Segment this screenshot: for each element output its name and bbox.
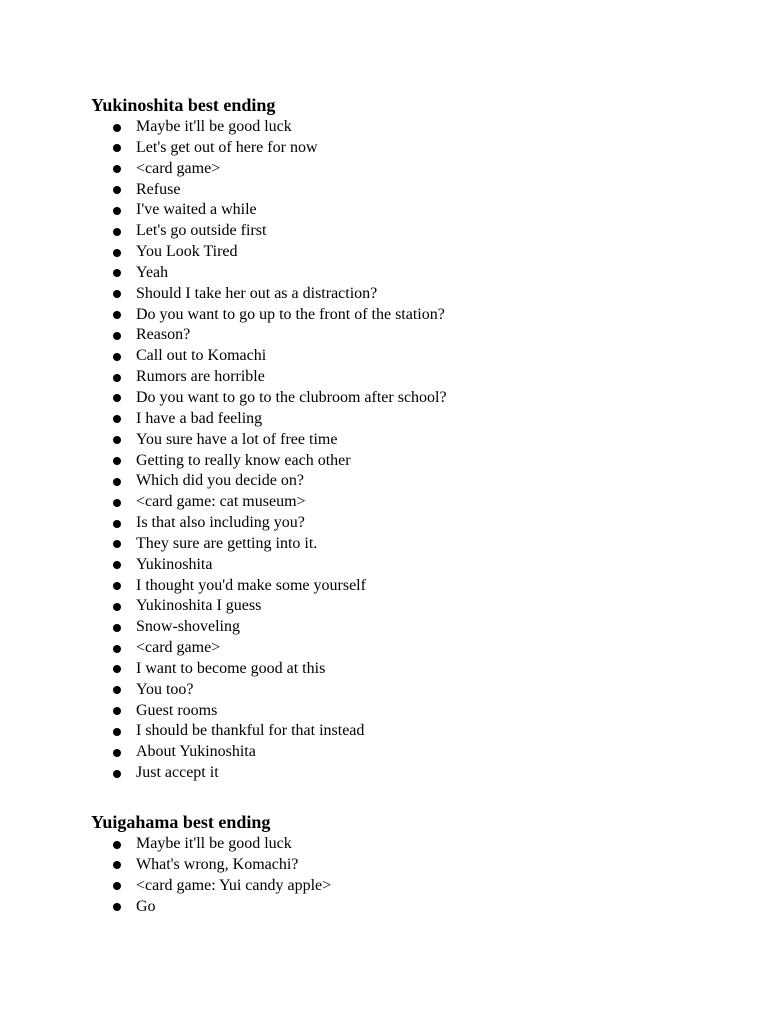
bullet-icon <box>113 144 121 152</box>
list-item <box>91 876 731 897</box>
bullet-icon <box>113 165 121 173</box>
section-yuigahama-best-ending <box>91 810 731 917</box>
list-item <box>91 763 731 784</box>
list-item <box>91 680 731 701</box>
list-item <box>91 721 731 742</box>
bullet-icon <box>113 561 121 569</box>
list-item-text: Maybe it'll be good luck <box>136 118 292 135</box>
list-item <box>91 117 731 138</box>
list-item-text: You sure have a lot of free time <box>136 430 338 448</box>
list-item <box>91 284 731 305</box>
list-item-text: Maybe it'll be good luck <box>136 835 292 852</box>
list-item-text: <card game: cat museum> <box>136 493 306 511</box>
bullet-icon <box>113 707 121 715</box>
list-item <box>91 897 731 918</box>
list-item <box>91 555 731 576</box>
bullet-icon <box>113 353 121 361</box>
bullet-icon <box>113 540 121 548</box>
bullet-icon <box>113 332 121 340</box>
bullet-icon <box>113 770 121 778</box>
list-item-text: Yukinoshita <box>136 555 213 573</box>
list-item-text: Go <box>136 897 156 915</box>
list-item-text: Snow-shoveling <box>136 618 240 636</box>
list-item-text: Reason? <box>136 326 191 344</box>
list-item-text: Just accept it <box>136 764 219 782</box>
list-item-text: <card game> <box>136 159 221 177</box>
bullet-icon <box>113 374 121 382</box>
bullet-icon <box>113 207 121 215</box>
list-item-text: <card game> <box>136 639 221 657</box>
list-item <box>91 221 731 242</box>
bullet-icon <box>113 665 121 673</box>
list-item-text: <card game: Yui candy apple> <box>136 876 332 894</box>
list-item <box>91 325 731 346</box>
list-item <box>91 617 731 638</box>
bullet-icon <box>113 394 121 402</box>
bullet-icon <box>113 478 121 486</box>
list-item <box>91 701 731 722</box>
list-item <box>91 430 731 451</box>
list-item-text: Guest rooms <box>136 701 218 719</box>
choice-list <box>91 117 731 784</box>
bullet-icon <box>113 861 121 869</box>
bullet-icon <box>113 903 121 911</box>
bullet-icon <box>113 603 121 611</box>
bullet-icon <box>113 228 121 236</box>
list-item-text: They sure are getting into it. <box>136 534 318 552</box>
list-item-text: What's wrong, Komachi? <box>136 855 299 873</box>
list-item <box>91 242 731 263</box>
list-item <box>91 346 731 367</box>
list-item-text: Rumors are horrible <box>136 368 265 386</box>
list-item <box>91 855 731 876</box>
list-item <box>91 138 731 159</box>
bullet-icon <box>113 415 121 423</box>
list-item <box>91 492 731 513</box>
list-item <box>91 409 731 430</box>
list-item <box>91 596 731 617</box>
bullet-icon <box>113 624 121 632</box>
list-item-text: Let's go outside first <box>136 222 267 240</box>
bullet-icon <box>113 882 121 890</box>
bullet-icon <box>113 311 121 319</box>
list-item-text: Do you want to go to the clubroom after school? <box>136 388 447 406</box>
list-item <box>91 451 731 472</box>
list-item-text: I want to become good at this <box>136 659 326 677</box>
section-heading: Yuigahama best ending <box>91 812 271 832</box>
bullet-icon <box>113 841 121 849</box>
list-item-text: Yukinoshita I guess <box>136 597 262 615</box>
list-item-text: Getting to really know each other <box>136 451 351 469</box>
list-item <box>91 638 731 659</box>
list-item <box>91 180 731 201</box>
list-item <box>91 576 731 597</box>
list-item-text: I thought you'd make some yourself <box>136 576 366 594</box>
list-item-text: Which did you decide on? <box>136 472 304 490</box>
list-item <box>91 742 731 763</box>
list-item <box>91 159 731 180</box>
bullet-icon <box>113 269 121 277</box>
bullet-icon <box>113 499 121 507</box>
list-item <box>91 388 731 409</box>
list-item <box>91 659 731 680</box>
list-item-text: I should be thankful for that instead <box>136 722 365 740</box>
bullet-icon <box>113 645 121 653</box>
list-item <box>91 305 731 326</box>
bullet-icon <box>113 124 121 132</box>
bullet-icon <box>113 686 121 694</box>
list-item-text: Let's get out of here for now <box>136 138 318 156</box>
bullet-icon <box>113 520 121 528</box>
list-item <box>91 367 731 388</box>
list-item-text: About Yukinoshita <box>136 743 256 761</box>
list-item <box>91 834 731 855</box>
bullet-icon <box>113 457 121 465</box>
bullet-icon <box>113 749 121 757</box>
bullet-icon <box>113 249 121 257</box>
list-item-text: Do you want to go up to the front of the station? <box>136 305 445 323</box>
section-yukinoshita-best-ending <box>91 93 731 784</box>
list-item <box>91 200 731 221</box>
list-item-text: Refuse <box>136 180 181 198</box>
list-item-text: Call out to Komachi <box>136 347 267 365</box>
list-item-text: I've waited a while <box>136 201 257 219</box>
bullet-icon <box>113 436 121 444</box>
list-item <box>91 471 731 492</box>
bullet-icon <box>113 582 121 590</box>
bullet-icon <box>113 728 121 736</box>
list-item-text: Should I take her out as a distraction? <box>136 284 378 302</box>
list-item <box>91 513 731 534</box>
section-heading: Yukinoshita best ending <box>91 95 276 115</box>
bullet-icon <box>113 186 121 194</box>
bullet-icon <box>113 290 121 298</box>
list-item <box>91 263 731 284</box>
list-item-text: Is that also including you? <box>136 514 305 532</box>
choice-list <box>91 834 731 917</box>
list-item-text: You too? <box>136 680 194 698</box>
list-item-text: I have a bad feeling <box>136 409 263 427</box>
list-item-text: You Look Tired <box>136 243 238 261</box>
list-item-text: Yeah <box>136 263 169 281</box>
list-item <box>91 534 731 555</box>
